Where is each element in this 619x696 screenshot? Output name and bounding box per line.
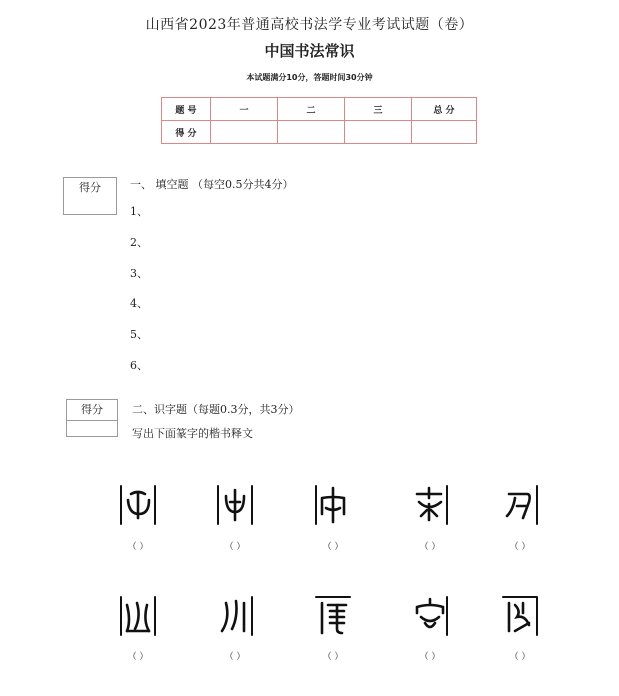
section2-score-label: 得分 — [67, 400, 117, 421]
exam-note: 本试题满分10分，答题时间30分钟 — [246, 73, 373, 82]
section2-score-box — [66, 399, 118, 437]
seal-glyph-1 — [117, 484, 159, 526]
score-table-empty-cell[interactable] — [345, 121, 412, 144]
subject-title: 中国书法常识 — [264, 42, 355, 60]
score-table-cell: 三 — [345, 98, 412, 121]
fill-item-4: 4、 — [130, 297, 148, 310]
score-table-cell: 一 — [211, 98, 278, 121]
score-table-score-row — [162, 121, 477, 144]
answer-blank[interactable]: （ ） — [419, 652, 441, 662]
answer-blank[interactable]: （ ） — [224, 652, 246, 662]
answer-blank[interactable]: （ ） — [127, 542, 149, 552]
seal-glyph-9 — [409, 595, 451, 637]
score-table-header-row — [162, 98, 477, 121]
seal-glyph-6 — [117, 595, 159, 637]
section1-score-box — [63, 177, 117, 215]
score-table-empty-cell[interactable] — [211, 121, 278, 144]
answer-blank[interactable]: （ ） — [224, 542, 246, 552]
answer-blank[interactable]: （ ） — [509, 652, 531, 662]
exam-title: 山西省2023年普通高校书法学专业考试试题（卷） — [145, 17, 474, 33]
score-table-cell: 得 分 — [162, 121, 211, 144]
seal-glyph-10 — [499, 595, 541, 637]
seal-glyph-7 — [214, 595, 256, 637]
seal-glyph-2 — [214, 484, 256, 526]
answer-blank[interactable]: （ ） — [419, 542, 441, 552]
seal-glyph-5 — [499, 484, 541, 526]
section1-score-label: 得分 — [79, 181, 101, 194]
section1-heading: 一、 填空题 （每空0.5分共4分） — [130, 178, 294, 191]
fill-item-2: 2、 — [130, 236, 148, 249]
section2-heading: 二、识字题（每题0.3分，共3分） — [132, 403, 300, 416]
score-table-cell: 总 分 — [412, 98, 477, 121]
answer-blank[interactable]: （ ） — [509, 542, 531, 552]
score-table-empty-cell[interactable] — [412, 121, 477, 144]
score-table-cell: 二 — [278, 98, 345, 121]
seal-glyph-8 — [312, 595, 354, 637]
score-table — [161, 97, 477, 144]
fill-item-3: 3、 — [130, 267, 148, 280]
fill-item-6: 6、 — [130, 359, 148, 372]
seal-glyph-3 — [312, 484, 354, 526]
answer-blank[interactable]: （ ） — [127, 652, 149, 662]
fill-item-1: 1、 — [130, 205, 148, 218]
score-table-cell: 题 号 — [162, 98, 211, 121]
answer-blank[interactable]: （ ） — [322, 542, 344, 552]
section2-instruction: 写出下面篆字的楷书释文 — [132, 427, 253, 440]
fill-item-5: 5、 — [130, 328, 148, 341]
answer-blank[interactable]: （ ） — [322, 652, 344, 662]
score-table-empty-cell[interactable] — [278, 121, 345, 144]
seal-glyph-4 — [409, 484, 451, 526]
